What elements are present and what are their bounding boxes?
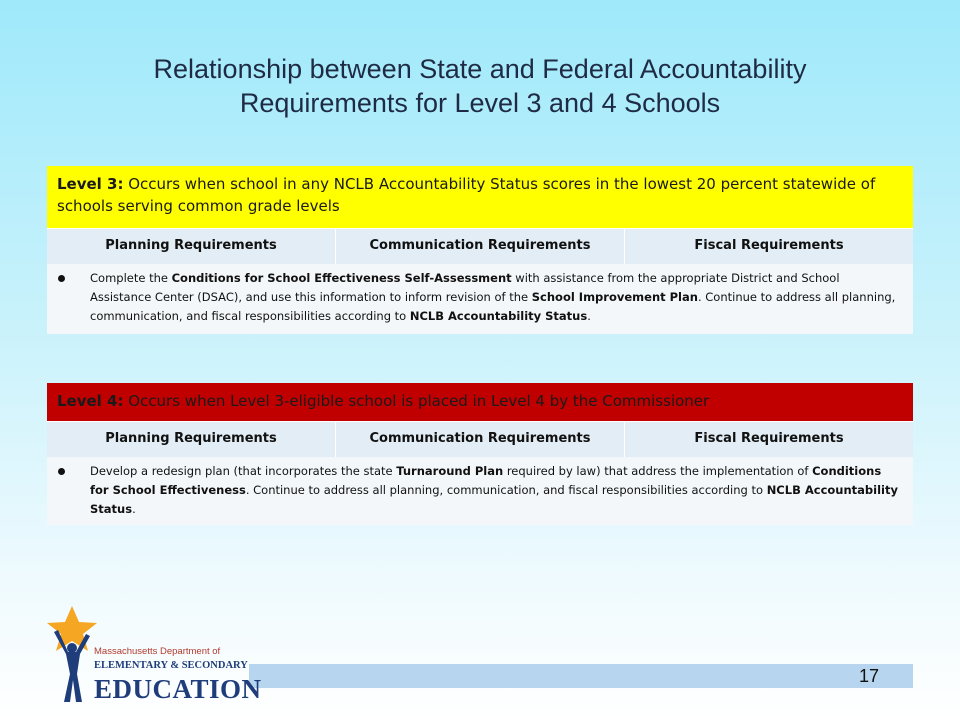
level-3-desc-text-1: Complete the [90, 271, 172, 285]
level-3-text: Occurs when school in any NCLB Accountability Status scores in the lowest 20 percent statewide of schools serving common grade levels [57, 175, 876, 215]
logo-line-2: ELEMENTARY & SECONDARY [94, 660, 248, 671]
star-figure-icon [42, 604, 102, 708]
level-3-panel [47, 166, 913, 334]
slide-title [40, 52, 920, 120]
logo-line-3: EDUCATION [94, 674, 262, 704]
level-4-desc-bold-3: NCLB Accountability Status [90, 483, 898, 516]
mass-doe-logo [42, 604, 262, 708]
level-3-fiscal-header: Fiscal Requirements [694, 238, 844, 253]
level-3-desc-text-4: . [587, 309, 591, 323]
level-3-header [47, 166, 913, 228]
level-3-desc-bold-3: NCLB Accountability Status [409, 309, 588, 323]
level-4-desc-text-3: . Continue to address all planning, communication, and fiscal responsibilities according to [245, 483, 767, 497]
level-3-description [47, 264, 913, 334]
bullet-icon [58, 468, 65, 475]
logo-line-1: Massachusetts Department of [94, 646, 221, 657]
level-4-requirements-row [47, 421, 913, 457]
footer-bar [249, 664, 913, 688]
level-4-desc-text-1: Develop a redesign plan (that incorporates the state [90, 464, 397, 478]
level-3-desc-text-2: with assistance from the appropriate District and School Assistance Center (DSAC), and use this information to inform revision of the [90, 271, 840, 304]
level-3-desc-bold-1: Conditions for School Effectiveness Self-Assessment [171, 271, 512, 285]
level-3-communication-header: Communication Requirements [336, 229, 625, 264]
level-4-text: Occurs when Level 3-eligible school is placed in Level 4 by the Commissioner [123, 392, 710, 410]
page-number: 17 [858, 666, 879, 686]
level-3-desc-bold-2: School Improvement Plan [531, 290, 698, 304]
level-3-requirements-row [47, 228, 913, 264]
level-4-label: Level 4: [57, 392, 124, 410]
level-4-desc-bold-1: Turnaround Plan [396, 464, 504, 478]
level-4-communication-header: Communication Requirements [336, 422, 625, 457]
level-4-description [47, 457, 913, 525]
level-4-header [47, 383, 913, 421]
level-4-desc-text-2: required by law) that address the implementation of [503, 464, 813, 478]
level-3-planning-header: Planning Requirements [47, 229, 336, 264]
title-line-1: Relationship between State and Federal Accountability [153, 54, 807, 84]
title-line-2: Requirements for Level 3 and 4 Schools [239, 88, 721, 118]
level-4-desc-bold-2: Conditions for School Effectiveness [90, 464, 882, 497]
level-4-fiscal-header: Fiscal Requirements [694, 431, 844, 446]
level-4-panel [47, 383, 913, 525]
level-3-label: Level 3: [57, 175, 124, 193]
level-4-desc-text-4: . [132, 502, 136, 516]
level-4-planning-header: Planning Requirements [47, 422, 336, 457]
bullet-icon [58, 275, 65, 282]
level-3-desc-text-3: . Continue to address all planning, communication, and fiscal responsibilities according to [90, 290, 896, 323]
